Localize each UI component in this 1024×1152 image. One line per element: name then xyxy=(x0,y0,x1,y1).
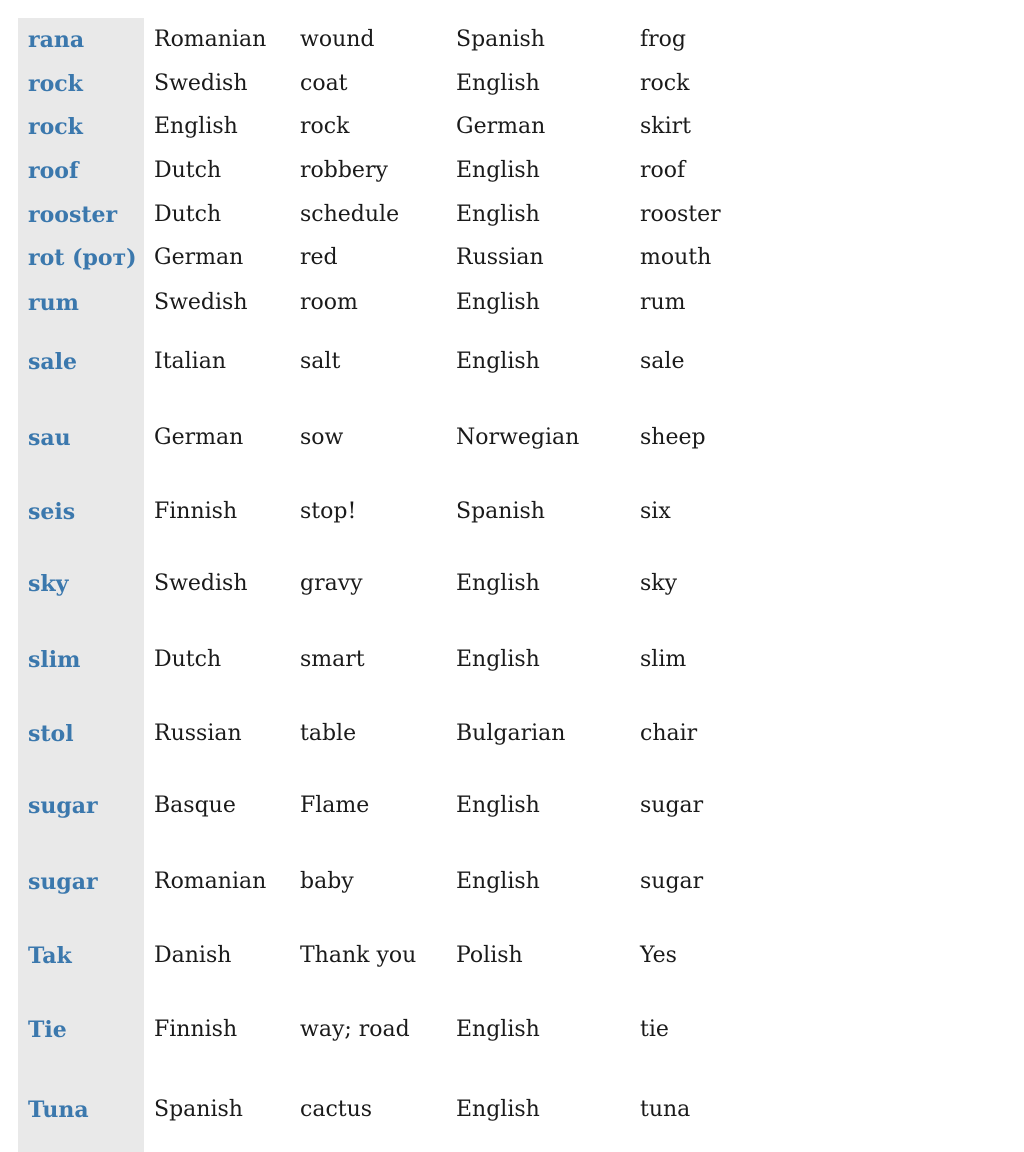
target-language: English xyxy=(456,1017,540,1042)
target-meaning: frog xyxy=(640,27,686,52)
source-meaning: red xyxy=(300,245,338,270)
target-language: English xyxy=(456,202,540,227)
target-language: English xyxy=(456,158,540,183)
source-language: Danish xyxy=(154,943,232,968)
word-link[interactable]: slim xyxy=(28,647,81,673)
target-meaning: sugar xyxy=(640,869,704,894)
source-meaning: table xyxy=(300,721,357,746)
target-meaning: sugar xyxy=(640,793,704,818)
source-meaning: Thank you xyxy=(300,943,417,968)
source-meaning: way; road xyxy=(300,1017,410,1042)
target-language: Polish xyxy=(456,943,523,968)
source-meaning: smart xyxy=(300,647,365,672)
target-language: Norwegian xyxy=(456,425,580,450)
source-language: Swedish xyxy=(154,571,248,596)
target-meaning: tuna xyxy=(640,1097,691,1122)
word-link[interactable]: rock xyxy=(28,71,83,97)
source-language: Dutch xyxy=(154,158,222,183)
word-link[interactable]: Tuna xyxy=(28,1097,89,1123)
target-meaning: sheep xyxy=(640,425,706,450)
target-meaning: tie xyxy=(640,1017,669,1042)
target-language: German xyxy=(456,114,546,139)
source-language: Romanian xyxy=(154,869,267,894)
source-meaning: cactus xyxy=(300,1097,373,1122)
source-meaning: Flame xyxy=(300,793,370,818)
source-language: Basque xyxy=(154,793,236,818)
source-language: Russian xyxy=(154,721,242,746)
target-language: English xyxy=(456,71,540,96)
target-meaning: slim xyxy=(640,647,687,672)
target-meaning: rock xyxy=(640,71,690,96)
target-language: Russian xyxy=(456,245,544,270)
target-language: English xyxy=(456,571,540,596)
target-language: Spanish xyxy=(456,27,545,52)
source-meaning: coat xyxy=(300,71,348,96)
source-language: German xyxy=(154,425,244,450)
word-link[interactable]: Tak xyxy=(28,943,72,969)
source-meaning: salt xyxy=(300,349,341,374)
source-language: Dutch xyxy=(154,647,222,672)
target-meaning: rum xyxy=(640,290,686,315)
target-language: English xyxy=(456,349,540,374)
source-language: English xyxy=(154,114,238,139)
word-link[interactable]: rock xyxy=(28,114,83,140)
source-language: Italian xyxy=(154,349,227,374)
source-meaning: schedule xyxy=(300,202,400,227)
word-link[interactable]: rum xyxy=(28,290,79,316)
word-link[interactable]: sale xyxy=(28,349,77,375)
target-language: English xyxy=(456,1097,540,1122)
source-meaning: rock xyxy=(300,114,350,139)
target-meaning: skirt xyxy=(640,114,692,139)
word-link[interactable]: rooster xyxy=(28,202,118,228)
source-language: Romanian xyxy=(154,27,267,52)
word-link[interactable]: rana xyxy=(28,27,85,53)
word-link[interactable]: stol xyxy=(28,721,74,747)
source-meaning: baby xyxy=(300,869,354,894)
word-link[interactable]: sky xyxy=(28,571,69,597)
target-meaning: Yes xyxy=(640,943,677,968)
target-meaning: roof xyxy=(640,158,686,183)
target-language: English xyxy=(456,869,540,894)
word-link[interactable]: rot (рот) xyxy=(28,245,137,271)
source-meaning: robbery xyxy=(300,158,388,183)
target-meaning: mouth xyxy=(640,245,712,270)
source-meaning: wound xyxy=(300,27,375,52)
source-language: Dutch xyxy=(154,202,222,227)
word-link[interactable]: roof xyxy=(28,158,79,184)
source-language: Spanish xyxy=(154,1097,243,1122)
source-language: German xyxy=(154,245,244,270)
source-language: Finnish xyxy=(154,499,238,524)
source-meaning: stop! xyxy=(300,499,357,524)
word-link[interactable]: sugar xyxy=(28,793,98,819)
source-language: Swedish xyxy=(154,71,248,96)
word-link[interactable]: seis xyxy=(28,499,76,525)
target-language: English xyxy=(456,647,540,672)
target-meaning: sky xyxy=(640,571,678,596)
word-link[interactable]: Tie xyxy=(28,1017,67,1043)
word-link[interactable]: sau xyxy=(28,425,71,451)
target-language: Bulgarian xyxy=(456,721,566,746)
target-meaning: six xyxy=(640,499,671,524)
target-language: English xyxy=(456,793,540,818)
source-language: Swedish xyxy=(154,290,248,315)
source-meaning: sow xyxy=(300,425,344,450)
word-link[interactable]: sugar xyxy=(28,869,98,895)
target-language: English xyxy=(456,290,540,315)
source-language: Finnish xyxy=(154,1017,238,1042)
target-meaning: rooster xyxy=(640,202,721,227)
target-meaning: sale xyxy=(640,349,685,374)
target-meaning: chair xyxy=(640,721,698,746)
target-language: Spanish xyxy=(456,499,545,524)
source-meaning: room xyxy=(300,290,358,315)
source-meaning: gravy xyxy=(300,571,363,596)
